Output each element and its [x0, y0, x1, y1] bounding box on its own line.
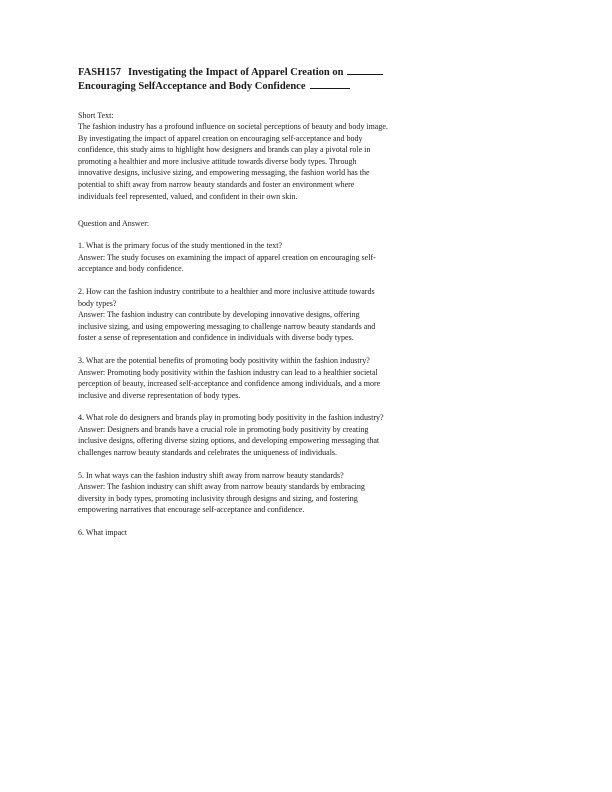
question-5: 5. In what ways can the fashion industry shift away from narrow beauty standards?: [78, 470, 344, 480]
title-text-2: Encouraging SelfAcceptance and Body Confidence: [78, 81, 306, 92]
course-code: FASH157: [78, 67, 121, 78]
qa-item-1: [78, 240, 390, 275]
question-2: 2. How can the fashion industry contribute to a healthier and more inclusive attitude towards body types?: [78, 286, 375, 308]
document-page: [78, 66, 390, 539]
qa-item-3: [78, 355, 390, 401]
answer-3: Answer: Promoting body positivity within the fashion industry can lead to a healthier societal perception of beauty, increased self-acceptance and confidence among individuals, and a more inclusive and diverse representation of body types.: [78, 367, 381, 400]
answer-4: Answer: Designers and brands have a crucial role in promoting body positivity by creating inclusive designs, offering diverse sizing options, and developing empowering messaging that challenges narrow beauty standards and celebrates the uniqueness of individuals.: [78, 424, 380, 458]
answer-5: Answer: The fashion industry can shift away from narrow beauty standards by embracing diversity in body types, promoting inclusivity through designs and sizing, and fostering empowering narratives that encourage self-acceptance and confidence.: [78, 482, 365, 515]
qa-item-6: [78, 527, 390, 539]
title-line-1: [78, 66, 390, 80]
title-underline-2: [310, 87, 350, 89]
question-4: 4. What role do designers and brands play in promoting body positivity in the fashion industry?: [78, 413, 384, 423]
title-underline-1: [347, 73, 383, 75]
question-1: 1. What is the primary focus of the study mentioned in the text?: [78, 241, 283, 251]
qa-item-4: [78, 412, 390, 458]
qa-label: Question and Answer:: [78, 219, 150, 229]
title-line-2: [78, 80, 390, 94]
question-3: 3. What are the potential benefits of promoting body positivity within the fashion industry?: [78, 355, 370, 365]
short-text-body: The fashion industry has a profound influence on societal perceptions of beauty and body image. By investigating the impact of apparel creation on encouraging self-acceptance and body confidence, this study aims to highlight how designers and brands can play a pivotal role in promoting a healthier and more inclusive attitude towards diverse body types. Through innovative designs, inclusive sizing, and empowering messaging, the fashion world has the potential to shift away from narrow beauty standards and foster an environment where individuals feel represented, valued, and confident in their own skin.: [78, 122, 388, 201]
answer-2: Answer: The fashion industry can contribute by developing innovative designs, offering inclusive sizing, and using empowering messaging to challenge narrow beauty standards and foster a sense of representation and confidence in individuals with diverse body types.: [78, 310, 376, 343]
short-text-label: Short Text:: [78, 111, 114, 120]
title-text-1: Investigating the Impact of Apparel Creation on: [127, 67, 344, 78]
answer-1: Answer: The study focuses on examining the impact of apparel creation on encouraging self-acceptance and body confidence.: [78, 252, 376, 274]
qa-item-2: [78, 286, 390, 344]
qa-item-5: [78, 470, 390, 516]
document-title: [78, 66, 390, 94]
question-6: 6. What impact: [78, 528, 127, 538]
